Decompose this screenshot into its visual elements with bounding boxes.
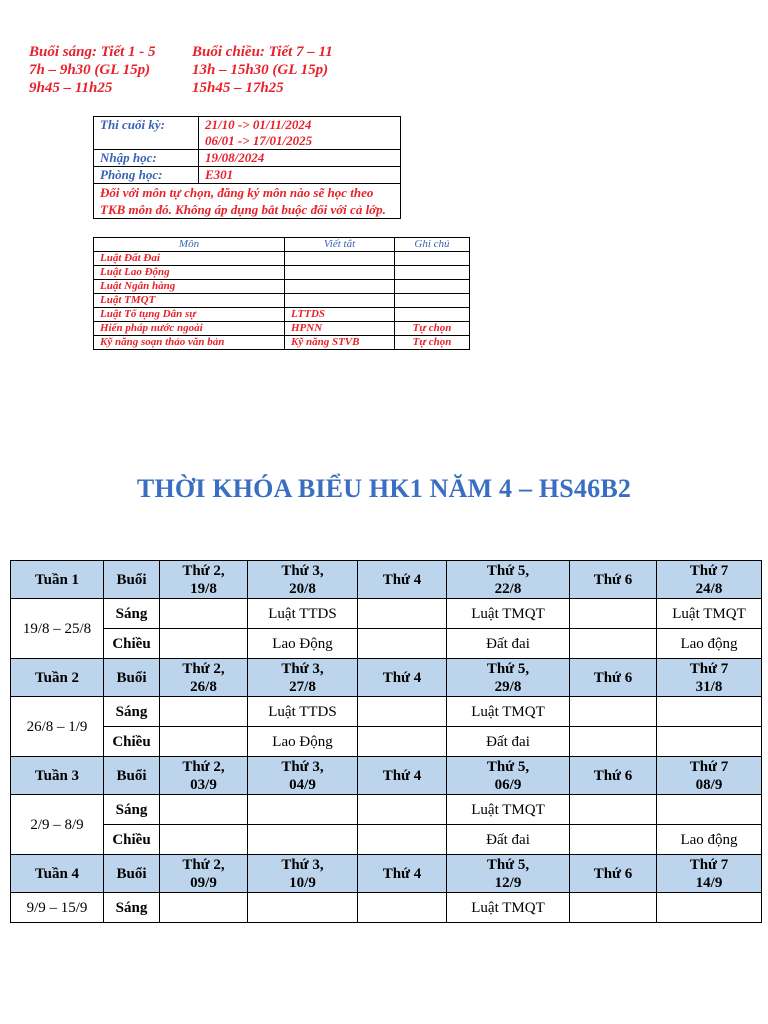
exam-label: Thi cuối kỳ: bbox=[94, 117, 199, 150]
subject-cell bbox=[285, 294, 395, 308]
week-header-cell: Thứ 6 bbox=[570, 757, 657, 795]
subject-cell: Luật Lao Động bbox=[94, 266, 285, 280]
subject-row bbox=[94, 322, 470, 336]
session-label: Chiều bbox=[104, 629, 160, 659]
enroll-row bbox=[94, 150, 401, 167]
session-row bbox=[11, 727, 762, 757]
schedule-cell: Đất đai bbox=[447, 825, 570, 855]
week-header-cell: Thứ 4 bbox=[358, 855, 447, 893]
schedule-cell: Luật TMQT bbox=[447, 893, 570, 923]
week-header-cell: Tuần 1 bbox=[11, 561, 104, 599]
schedule-cell: Luật TTDS bbox=[248, 697, 358, 727]
week-header-cell: Thứ 6 bbox=[570, 561, 657, 599]
week-header-cell: Thứ 6 bbox=[570, 659, 657, 697]
schedule-cell bbox=[160, 697, 248, 727]
week-header-cell: Thứ 2, 26/8 bbox=[160, 659, 248, 697]
subject-row bbox=[94, 280, 470, 294]
schedule-cell: Luật TMQT bbox=[447, 599, 570, 629]
week-header-cell: Thứ 7 14/9 bbox=[657, 855, 762, 893]
week-header-cell: Thứ 7 31/8 bbox=[657, 659, 762, 697]
schedule-cell bbox=[358, 629, 447, 659]
week-header-cell: Buổi bbox=[104, 855, 160, 893]
subject-row bbox=[94, 266, 470, 280]
week-header-cell: Tuần 3 bbox=[11, 757, 104, 795]
schedule-cell bbox=[248, 825, 358, 855]
week-header-cell: Thứ 5, 22/8 bbox=[447, 561, 570, 599]
session-row bbox=[11, 629, 762, 659]
info-table bbox=[93, 116, 401, 219]
week-header-cell: Buổi bbox=[104, 561, 160, 599]
schedule-cell: Lao Động bbox=[248, 629, 358, 659]
subjects-header-cell: Viết tắt bbox=[285, 238, 395, 252]
subject-row bbox=[94, 336, 470, 350]
week-header-cell: Thứ 5, 12/9 bbox=[447, 855, 570, 893]
week-range: 19/8 – 25/8 bbox=[11, 599, 104, 659]
week-header-cell: Buổi bbox=[104, 757, 160, 795]
room-row bbox=[94, 167, 401, 184]
enroll-label: Nhập học: bbox=[94, 150, 199, 167]
week-header-cell: Thứ 7 24/8 bbox=[657, 561, 762, 599]
schedule-cell bbox=[657, 893, 762, 923]
week-header-row bbox=[11, 659, 762, 697]
room-value: E301 bbox=[199, 167, 401, 184]
schedule-cell bbox=[160, 825, 248, 855]
week-range: 26/8 – 1/9 bbox=[11, 697, 104, 757]
week-header-cell: Tuần 2 bbox=[11, 659, 104, 697]
subject-cell bbox=[395, 252, 470, 266]
schedule-cell bbox=[570, 599, 657, 629]
subject-row bbox=[94, 308, 470, 322]
session-label: Sáng bbox=[104, 697, 160, 727]
subject-cell: HPNN bbox=[285, 322, 395, 336]
week-header-cell: Thứ 4 bbox=[358, 659, 447, 697]
schedule-cell: Đất đai bbox=[447, 629, 570, 659]
subject-cell bbox=[395, 308, 470, 322]
session-label: Sáng bbox=[104, 893, 160, 923]
schedule-cell bbox=[160, 795, 248, 825]
session-label: Chiều bbox=[104, 825, 160, 855]
schedule-cell bbox=[160, 727, 248, 757]
morning-hours-line: Buổi sáng: Tiết 1 - 5 bbox=[29, 44, 156, 60]
afternoon-hours bbox=[192, 43, 333, 97]
schedule-cell bbox=[358, 599, 447, 629]
schedule-cell bbox=[570, 727, 657, 757]
exam-dates bbox=[199, 117, 401, 150]
exam-date-line: 06/01 -> 17/01/2025 bbox=[205, 133, 313, 148]
schedule-cell bbox=[570, 795, 657, 825]
subject-cell: Tự chọn bbox=[395, 336, 470, 350]
subject-cell: Tự chọn bbox=[395, 322, 470, 336]
exam-date-line: 21/10 -> 01/11/2024 bbox=[205, 117, 312, 132]
week-header-cell: Thứ 2, 19/8 bbox=[160, 561, 248, 599]
schedule-cell: Luật TMQT bbox=[657, 599, 762, 629]
afternoon-hours-line: 13h – 15h30 (GL 15p) bbox=[192, 62, 329, 78]
session-row bbox=[11, 795, 762, 825]
subject-row bbox=[94, 252, 470, 266]
subject-cell bbox=[395, 280, 470, 294]
subject-cell: Luật Đất Đai bbox=[94, 252, 285, 266]
week-header-cell: Thứ 7 08/9 bbox=[657, 757, 762, 795]
subject-cell bbox=[285, 280, 395, 294]
afternoon-hours-line: Buổi chiều: Tiết 7 – 11 bbox=[192, 44, 333, 60]
subjects-header-cell: Ghi chú bbox=[395, 238, 470, 252]
schedule-cell: Luật TTDS bbox=[248, 599, 358, 629]
morning-hours-line: 7h – 9h30 (GL 15p) bbox=[29, 62, 151, 78]
schedule-cell bbox=[160, 893, 248, 923]
subjects-header-cell: Môn bbox=[94, 238, 285, 252]
schedule-cell bbox=[570, 825, 657, 855]
schedule-cell bbox=[248, 893, 358, 923]
afternoon-hours-line: 15h45 – 17h25 bbox=[192, 80, 284, 96]
week-header-row bbox=[11, 855, 762, 893]
schedule-cell bbox=[248, 795, 358, 825]
week-header-cell: Thứ 3, 04/9 bbox=[248, 757, 358, 795]
session-label: Sáng bbox=[104, 795, 160, 825]
subject-cell bbox=[395, 294, 470, 308]
schedule-table bbox=[10, 560, 762, 923]
session-row bbox=[11, 825, 762, 855]
week-header-cell: Thứ 3, 10/9 bbox=[248, 855, 358, 893]
week-header-cell: Thứ 2, 09/9 bbox=[160, 855, 248, 893]
schedule-cell bbox=[358, 697, 447, 727]
week-header-row bbox=[11, 561, 762, 599]
schedule-cell: Lao Động bbox=[248, 727, 358, 757]
schedule-cell bbox=[570, 629, 657, 659]
enroll-date: 19/08/2024 bbox=[199, 150, 401, 167]
subject-cell: Hiến pháp nước ngoài bbox=[94, 322, 285, 336]
week-header-cell: Thứ 5, 29/8 bbox=[447, 659, 570, 697]
schedule-cell: Luật TMQT bbox=[447, 697, 570, 727]
schedule-cell: Lao động bbox=[657, 825, 762, 855]
session-label: Chiều bbox=[104, 727, 160, 757]
schedule-cell: Đất đai bbox=[447, 727, 570, 757]
schedule-cell bbox=[160, 599, 248, 629]
subject-row bbox=[94, 294, 470, 308]
schedule-cell bbox=[160, 629, 248, 659]
week-range: 9/9 – 15/9 bbox=[11, 893, 104, 923]
subject-cell: Luật TMQT bbox=[94, 294, 285, 308]
session-row bbox=[11, 893, 762, 923]
week-header-cell: Thứ 5, 06/9 bbox=[447, 757, 570, 795]
schedule-cell bbox=[657, 727, 762, 757]
page-title: THỜI KHÓA BIỂU HK1 NĂM 4 – HS46B2 bbox=[136, 474, 632, 503]
week-header-cell: Tuần 4 bbox=[11, 855, 104, 893]
morning-hours-line: 9h45 – 11h25 bbox=[29, 80, 113, 96]
subject-cell: Kỹ năng soạn thảo văn bản bbox=[94, 336, 285, 350]
week-header-cell: Thứ 6 bbox=[570, 855, 657, 893]
subject-cell: LTTDS bbox=[285, 308, 395, 322]
morning-hours bbox=[29, 43, 156, 97]
subjects-table bbox=[93, 237, 470, 350]
schedule-cell bbox=[358, 727, 447, 757]
subject-cell: Kỹ năng STVB bbox=[285, 336, 395, 350]
subject-cell: Luật Ngân hàng bbox=[94, 280, 285, 294]
subject-cell bbox=[285, 252, 395, 266]
room-label: Phòng học: bbox=[94, 167, 199, 184]
schedule-cell bbox=[358, 795, 447, 825]
subject-cell bbox=[395, 266, 470, 280]
schedule-cell bbox=[358, 825, 447, 855]
schedule-cell bbox=[570, 697, 657, 727]
week-header-cell: Buổi bbox=[104, 659, 160, 697]
schedule-cell bbox=[657, 795, 762, 825]
week-header-cell: Thứ 4 bbox=[358, 561, 447, 599]
week-header-cell: Thứ 3, 27/8 bbox=[248, 659, 358, 697]
week-header-cell: Thứ 4 bbox=[358, 757, 447, 795]
schedule-cell bbox=[657, 697, 762, 727]
elective-note: Đối với môn tự chọn, đăng ký môn nào sẽ học theo TKB môn đó. Không áp dụng bắt buộc đối với cả lớp. bbox=[94, 184, 401, 219]
subject-cell bbox=[285, 266, 395, 280]
week-header-row bbox=[11, 757, 762, 795]
schedule-cell: Lao động bbox=[657, 629, 762, 659]
schedule-cell bbox=[358, 893, 447, 923]
exam-row bbox=[94, 117, 401, 150]
schedule-cell bbox=[570, 893, 657, 923]
subject-cell: Luật Tố tụng Dân sự bbox=[94, 308, 285, 322]
subjects-header-row bbox=[94, 238, 470, 252]
session-row bbox=[11, 697, 762, 727]
session-row bbox=[11, 599, 762, 629]
week-header-cell: Thứ 3, 20/8 bbox=[248, 561, 358, 599]
week-range: 2/9 – 8/9 bbox=[11, 795, 104, 855]
note-row bbox=[94, 184, 401, 219]
schedule-cell: Luật TMQT bbox=[447, 795, 570, 825]
week-header-cell: Thứ 2, 03/9 bbox=[160, 757, 248, 795]
session-label: Sáng bbox=[104, 599, 160, 629]
